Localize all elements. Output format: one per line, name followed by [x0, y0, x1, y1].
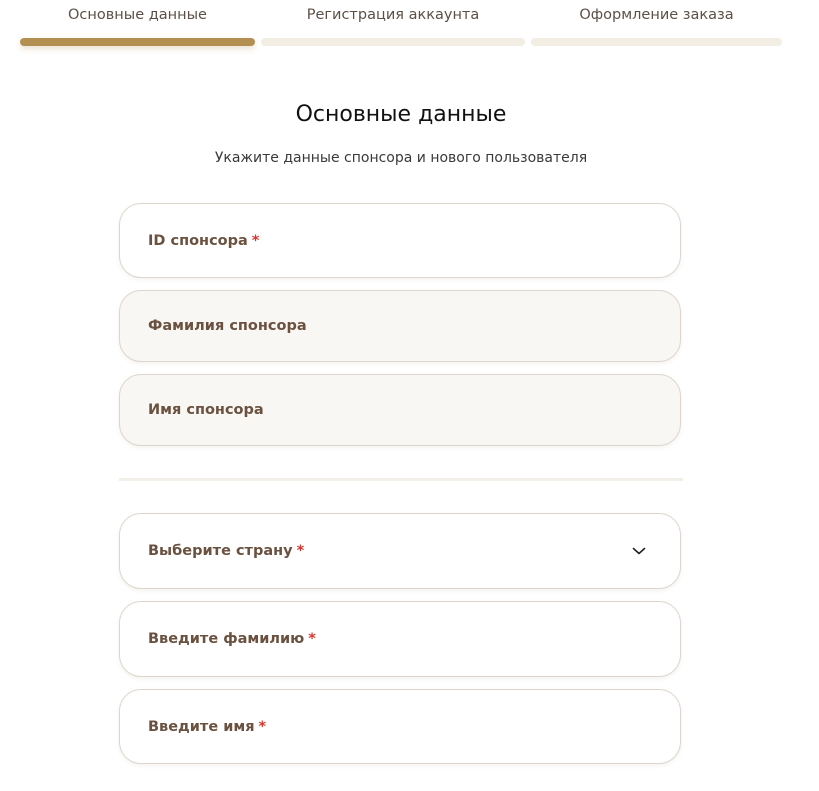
lastname-label-text: Введите фамилию	[148, 631, 305, 647]
page-title: Основные данные	[295, 102, 507, 127]
chevron-down-icon[interactable]	[632, 546, 646, 556]
country-select[interactable]	[119, 513, 681, 589]
step-progress-bar	[261, 38, 525, 46]
sponsor-id-label-text: ID спонсора	[148, 232, 248, 249]
step-progress-bar	[531, 38, 782, 46]
required-mark: *	[251, 232, 260, 249]
sponsor-lastname-field[interactable]	[119, 290, 681, 362]
country-label	[148, 543, 304, 559]
lastname-label	[148, 631, 316, 647]
sponsor-name-label: Имя спонсора	[148, 402, 264, 418]
required-mark: *	[308, 631, 316, 647]
page-subtitle: Укажите данные спонсора и нового пользователя	[214, 150, 588, 166]
firstname-label	[148, 719, 266, 735]
step-account-registration[interactable]	[261, 0, 525, 50]
firstname-field[interactable]	[119, 689, 681, 764]
sponsor-id-label	[148, 233, 259, 249]
step-label: Оформление заказа	[579, 7, 734, 23]
country-label-text: Выберите страну	[148, 543, 293, 559]
lastname-field[interactable]	[119, 601, 681, 677]
step-order-checkout[interactable]	[531, 0, 782, 50]
required-mark: *	[258, 718, 267, 735]
step-label: Регистрация аккаунта	[306, 7, 480, 23]
progress-steps	[0, 0, 819, 50]
step-progress-bar	[20, 38, 255, 46]
step-label: Основные данные	[68, 7, 207, 23]
firstname-label-text: Введите имя	[148, 718, 255, 735]
sponsor-lastname-label: Фамилия спонсора	[148, 318, 307, 334]
required-mark: *	[296, 543, 305, 559]
section-divider	[119, 478, 683, 481]
step-main-data[interactable]	[20, 0, 255, 50]
sponsor-name-field[interactable]	[119, 374, 681, 446]
sponsor-id-field[interactable]	[119, 203, 681, 278]
